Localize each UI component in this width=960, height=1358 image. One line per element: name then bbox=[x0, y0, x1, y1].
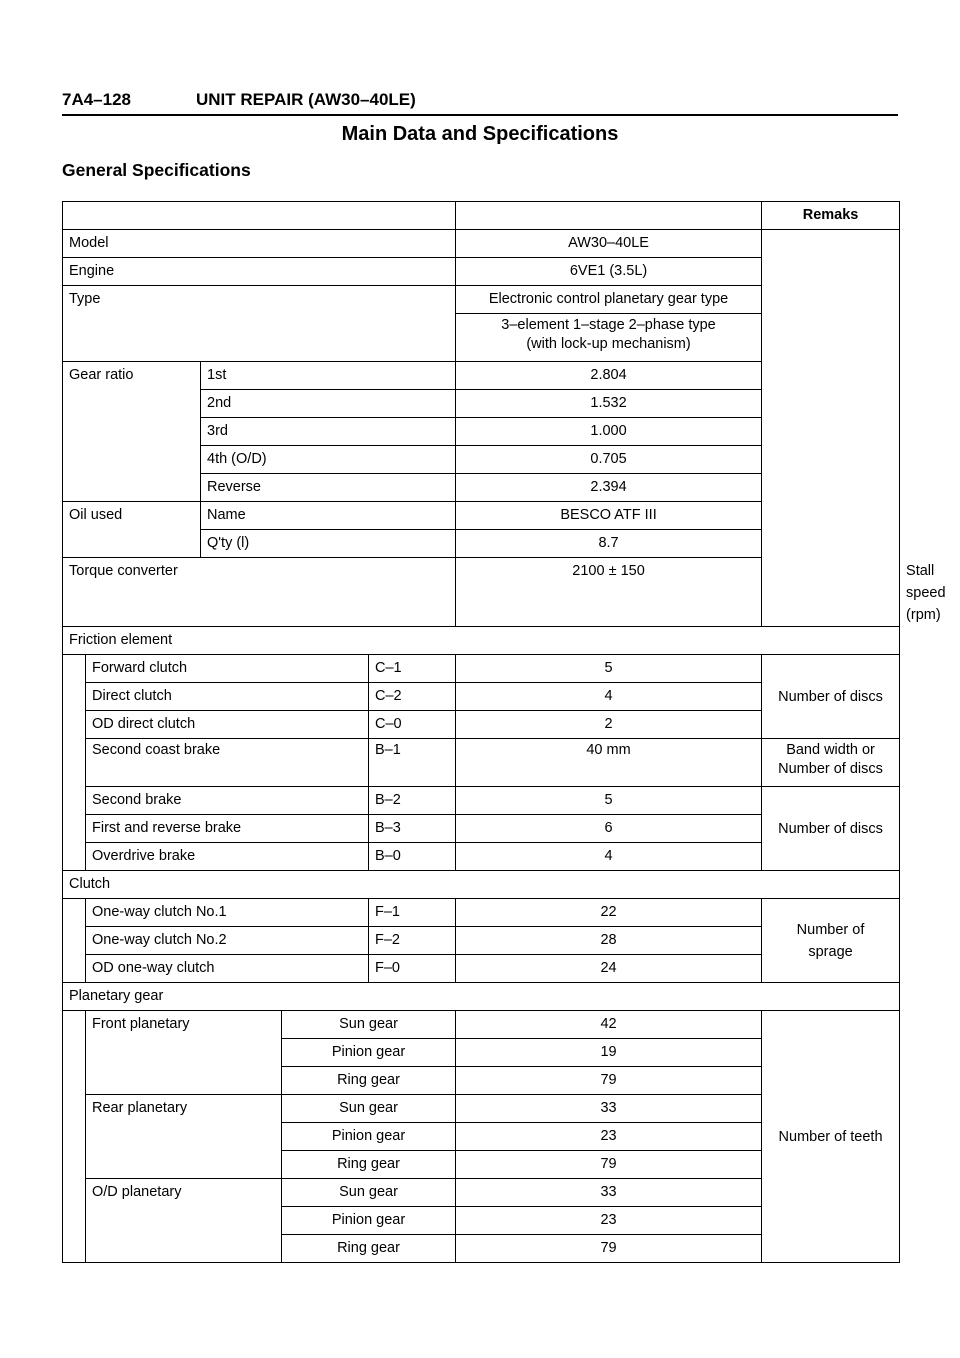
friction-label: Friction element bbox=[63, 627, 900, 655]
oil-label: Oil used bbox=[63, 502, 201, 558]
clutch-remark bbox=[762, 899, 900, 983]
friction-name: Forward clutch bbox=[86, 655, 369, 683]
gear-value: 2.394 bbox=[456, 474, 762, 502]
gear-name: 4th (O/D) bbox=[201, 446, 456, 474]
torque-value: 2100 ± 150 bbox=[456, 558, 762, 627]
gear-name: 2nd bbox=[201, 390, 456, 418]
friction-name: Overdrive brake bbox=[86, 843, 369, 871]
remarks-empty bbox=[762, 230, 900, 627]
friction-remark-band bbox=[762, 739, 900, 787]
table-row bbox=[63, 1011, 900, 1039]
type-label: Type bbox=[63, 286, 456, 362]
friction-value: 40 mm bbox=[456, 739, 762, 787]
torque-label: Torque converter bbox=[63, 558, 456, 627]
friction-value: 5 bbox=[456, 655, 762, 683]
planetary-part: Ring gear bbox=[282, 1067, 456, 1095]
band-remark-line1: Band width or bbox=[786, 742, 875, 758]
friction-name: Second coast brake bbox=[86, 739, 369, 787]
friction-name: First and reverse brake bbox=[86, 815, 369, 843]
planetary-part: Ring gear bbox=[282, 1151, 456, 1179]
friction-code: B–3 bbox=[369, 815, 456, 843]
friction-code: C–0 bbox=[369, 711, 456, 739]
friction-value: 6 bbox=[456, 815, 762, 843]
header-blank-1 bbox=[63, 202, 456, 230]
table-header-row bbox=[63, 202, 900, 230]
clutch-code: F–1 bbox=[369, 899, 456, 927]
friction-code: B–0 bbox=[369, 843, 456, 871]
type-value-2-line2: (with lock-up mechanism) bbox=[526, 336, 691, 352]
clutch-name: OD one-way clutch bbox=[86, 955, 369, 983]
table-row: Torque converter 2100 ± 150 Stall speed (rpm) bbox=[63, 558, 900, 627]
planetary-value: 23 bbox=[456, 1207, 762, 1235]
friction-value: 4 bbox=[456, 843, 762, 871]
spec-table bbox=[62, 201, 946, 1263]
band-remark-line2: Number of discs bbox=[778, 761, 883, 777]
planetary-indent bbox=[63, 1011, 86, 1263]
friction-name: OD direct clutch bbox=[86, 711, 369, 739]
table-row bbox=[63, 899, 900, 927]
page-title: Main Data and Specifications bbox=[341, 123, 619, 145]
oil-name-label: Name bbox=[201, 502, 456, 530]
gear-value: 1.532 bbox=[456, 390, 762, 418]
table-row bbox=[63, 655, 900, 683]
remarks-header: Remaks bbox=[762, 202, 900, 230]
planetary-part: Ring gear bbox=[282, 1235, 456, 1263]
clutch-code: F–0 bbox=[369, 955, 456, 983]
friction-value: 2 bbox=[456, 711, 762, 739]
gear-name: 1st bbox=[201, 362, 456, 390]
planetary-group-name: Rear planetary bbox=[86, 1095, 282, 1179]
friction-code: C–1 bbox=[369, 655, 456, 683]
type-value-2-line1: 3–element 1–stage 2–phase type bbox=[501, 317, 716, 333]
planetary-part: Pinion gear bbox=[282, 1123, 456, 1151]
planetary-value: 79 bbox=[456, 1235, 762, 1263]
gear-name: Reverse bbox=[201, 474, 456, 502]
model-value: AW30–40LE bbox=[456, 230, 762, 258]
table-row bbox=[63, 627, 900, 655]
gear-value: 1.000 bbox=[456, 418, 762, 446]
planetary-value: 19 bbox=[456, 1039, 762, 1067]
table-row bbox=[63, 787, 900, 815]
planetary-part: Pinion gear bbox=[282, 1207, 456, 1235]
gear-value: 2.804 bbox=[456, 362, 762, 390]
table-row bbox=[63, 871, 900, 899]
planetary-part: Sun gear bbox=[282, 1011, 456, 1039]
clutch-remark-line2: sprage bbox=[808, 943, 853, 960]
page-subtitle: General Specifications bbox=[62, 160, 251, 180]
friction-code: B–2 bbox=[369, 787, 456, 815]
planetary-label: Planetary gear bbox=[63, 983, 900, 1011]
planetary-part: Sun gear bbox=[282, 1095, 456, 1123]
clutch-remark-line1: Number of bbox=[796, 921, 865, 938]
planetary-part: Sun gear bbox=[282, 1179, 456, 1207]
page-header bbox=[62, 88, 898, 116]
gear-name: 3rd bbox=[201, 418, 456, 446]
engine-label: Engine bbox=[63, 258, 456, 286]
oil-qty-value: 8.7 bbox=[456, 530, 762, 558]
friction-indent bbox=[63, 655, 86, 871]
planetary-value: 33 bbox=[456, 1179, 762, 1207]
friction-code: B–1 bbox=[369, 739, 456, 787]
clutch-value: 24 bbox=[456, 955, 762, 983]
table-row bbox=[63, 739, 900, 787]
friction-remark-discs-2: Number of discs bbox=[762, 787, 900, 871]
friction-name: Direct clutch bbox=[86, 683, 369, 711]
table-row bbox=[63, 983, 900, 1011]
clutch-name: One-way clutch No.1 bbox=[86, 899, 369, 927]
planetary-remark: Number of teeth bbox=[762, 1011, 900, 1263]
friction-code: C–2 bbox=[369, 683, 456, 711]
planetary-group-name: O/D planetary bbox=[86, 1179, 282, 1263]
page-code: 7A4–128 bbox=[62, 90, 132, 109]
planetary-part: Pinion gear bbox=[282, 1039, 456, 1067]
friction-remark-discs-1: Number of discs bbox=[762, 655, 900, 739]
table-row bbox=[63, 230, 900, 258]
planetary-value: 42 bbox=[456, 1011, 762, 1039]
planetary-value: 79 bbox=[456, 1067, 762, 1095]
section-title: UNIT REPAIR (AW30–40LE) bbox=[196, 90, 416, 109]
clutch-value: 22 bbox=[456, 899, 762, 927]
gear-ratio-label: Gear ratio bbox=[63, 362, 201, 502]
planetary-value: 79 bbox=[456, 1151, 762, 1179]
clutch-indent bbox=[63, 899, 86, 983]
clutch-value: 28 bbox=[456, 927, 762, 955]
clutch-label: Clutch bbox=[63, 871, 900, 899]
type-value-2 bbox=[456, 314, 762, 362]
engine-value: 6VE1 (3.5L) bbox=[456, 258, 762, 286]
model-label: Model bbox=[63, 230, 456, 258]
friction-value: 5 bbox=[456, 787, 762, 815]
oil-qty-label: Q'ty (l) bbox=[201, 530, 456, 558]
friction-name: Second brake bbox=[86, 787, 369, 815]
type-value-1: Electronic control planetary gear type bbox=[456, 286, 762, 314]
friction-value: 4 bbox=[456, 683, 762, 711]
clutch-name: One-way clutch No.2 bbox=[86, 927, 369, 955]
header-blank-2 bbox=[456, 202, 762, 230]
planetary-group-name: Front planetary bbox=[86, 1011, 282, 1095]
oil-name-value: BESCO ATF III bbox=[456, 502, 762, 530]
clutch-code: F–2 bbox=[369, 927, 456, 955]
planetary-value: 23 bbox=[456, 1123, 762, 1151]
planetary-value: 33 bbox=[456, 1095, 762, 1123]
gear-value: 0.705 bbox=[456, 446, 762, 474]
